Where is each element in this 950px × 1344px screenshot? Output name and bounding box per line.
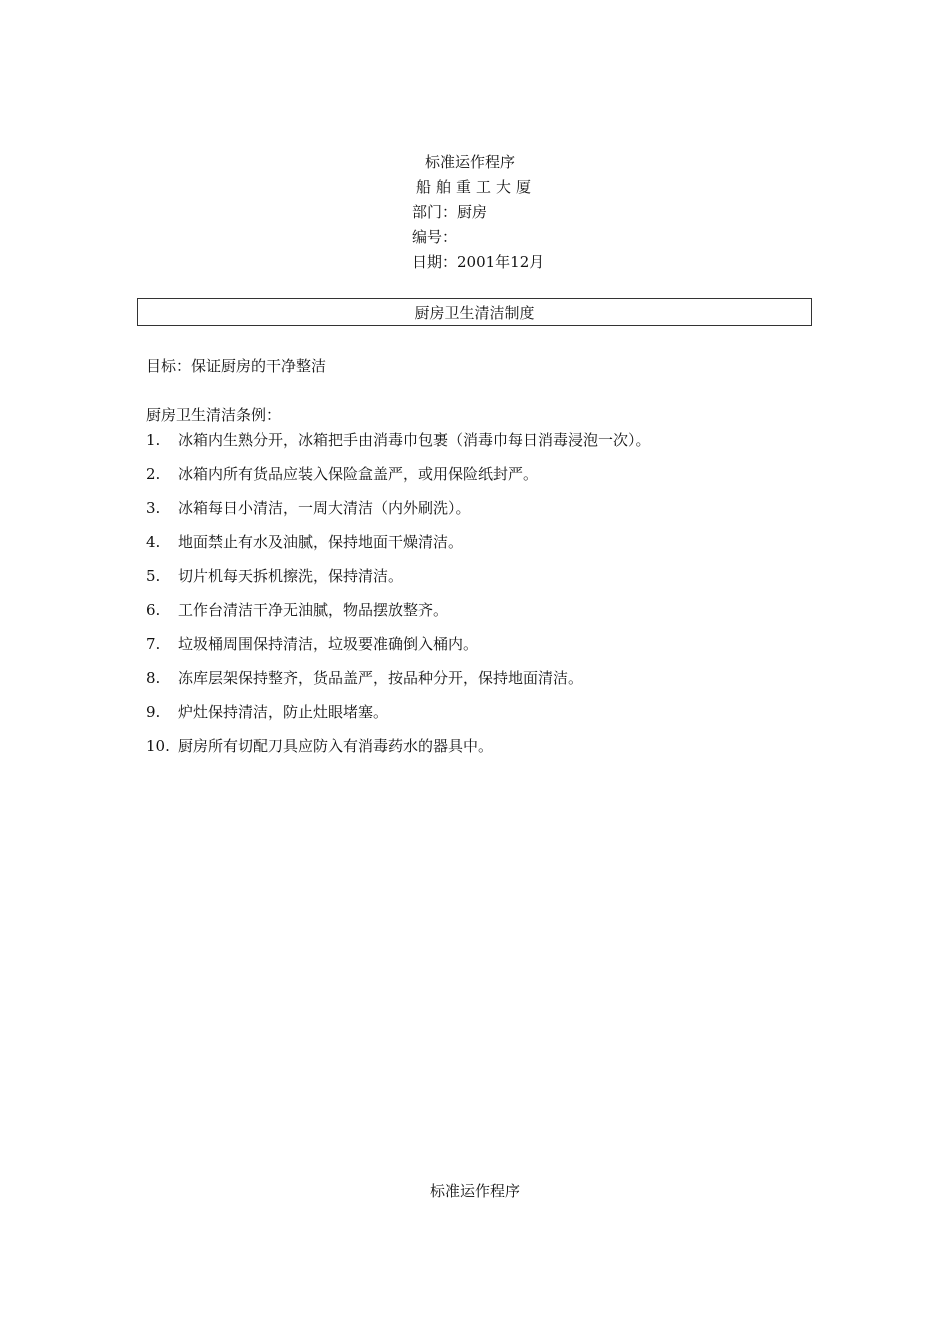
document-header [412, 150, 544, 275]
list-item-text: 地面禁止有水及油腻，保持地面干燥清洁。 [178, 533, 464, 551]
list-item-number: 9. [146, 703, 161, 721]
list-item [146, 427, 651, 461]
list-item [146, 631, 651, 665]
list-item-number: 10. [146, 737, 170, 755]
header-building: 船舶重工大厦 [416, 178, 537, 196]
list-item-number: 4. [146, 533, 161, 551]
rules-list [146, 427, 651, 767]
list-item [146, 699, 651, 733]
list-item-number: 3. [146, 499, 161, 517]
list-item-text: 冰箱内生熟分开，冰箱把手由消毒巾包裹（消毒巾每日消毒浸泡一次）。 [178, 431, 651, 449]
header-title: 标准运作程序 [425, 153, 516, 171]
list-item [146, 461, 651, 495]
list-item [146, 529, 651, 563]
list-item [146, 597, 651, 631]
list-item-number: 7. [146, 635, 161, 653]
list-item-text: 切片机每天拆机擦洗，保持清洁。 [178, 567, 404, 585]
footer-title: 标准运作程序 [429, 1182, 520, 1200]
document-title: 厨房卫生清洁制度 [137, 298, 812, 326]
list-item [146, 495, 651, 529]
list-item [146, 665, 651, 699]
list-item-text: 工作台清洁干净无油腻，物品摆放整齐。 [178, 601, 449, 619]
list-item-text: 炉灶保持清洁，防止灶眼堵塞。 [178, 703, 389, 721]
list-item-number: 1. [146, 431, 161, 449]
list-item-text: 冻库层架保持整齐，货品盖严，按品种分开，保持地面清洁。 [178, 669, 584, 687]
list-item-text: 冰箱内所有货品应装入保险盒盖严，或用保险纸封严。 [178, 465, 539, 483]
list-item-number: 5. [146, 567, 161, 585]
header-department: 部门：厨房 [412, 203, 488, 221]
list-item-text: 冰箱每日小清洁，一周大清洁（内外刷洗）。 [178, 499, 471, 517]
list-item-number: 2. [146, 465, 161, 483]
objective-text: 目标：保证厨房的干净整洁 [146, 357, 327, 375]
rules-heading: 厨房卫生清洁条例： [146, 406, 282, 424]
header-date: 日期：2001年12月 [412, 253, 545, 271]
list-item [146, 733, 651, 767]
header-number: 编号： [412, 228, 458, 246]
list-item-text: 垃圾桶周围保持清洁，垃圾要准确倒入桶内。 [178, 635, 479, 653]
list-item-text: 厨房所有切配刀具应防入有消毒药水的器具中。 [178, 737, 494, 755]
list-item [146, 563, 651, 597]
list-item-number: 6. [146, 601, 161, 619]
list-item-number: 8. [146, 669, 161, 687]
